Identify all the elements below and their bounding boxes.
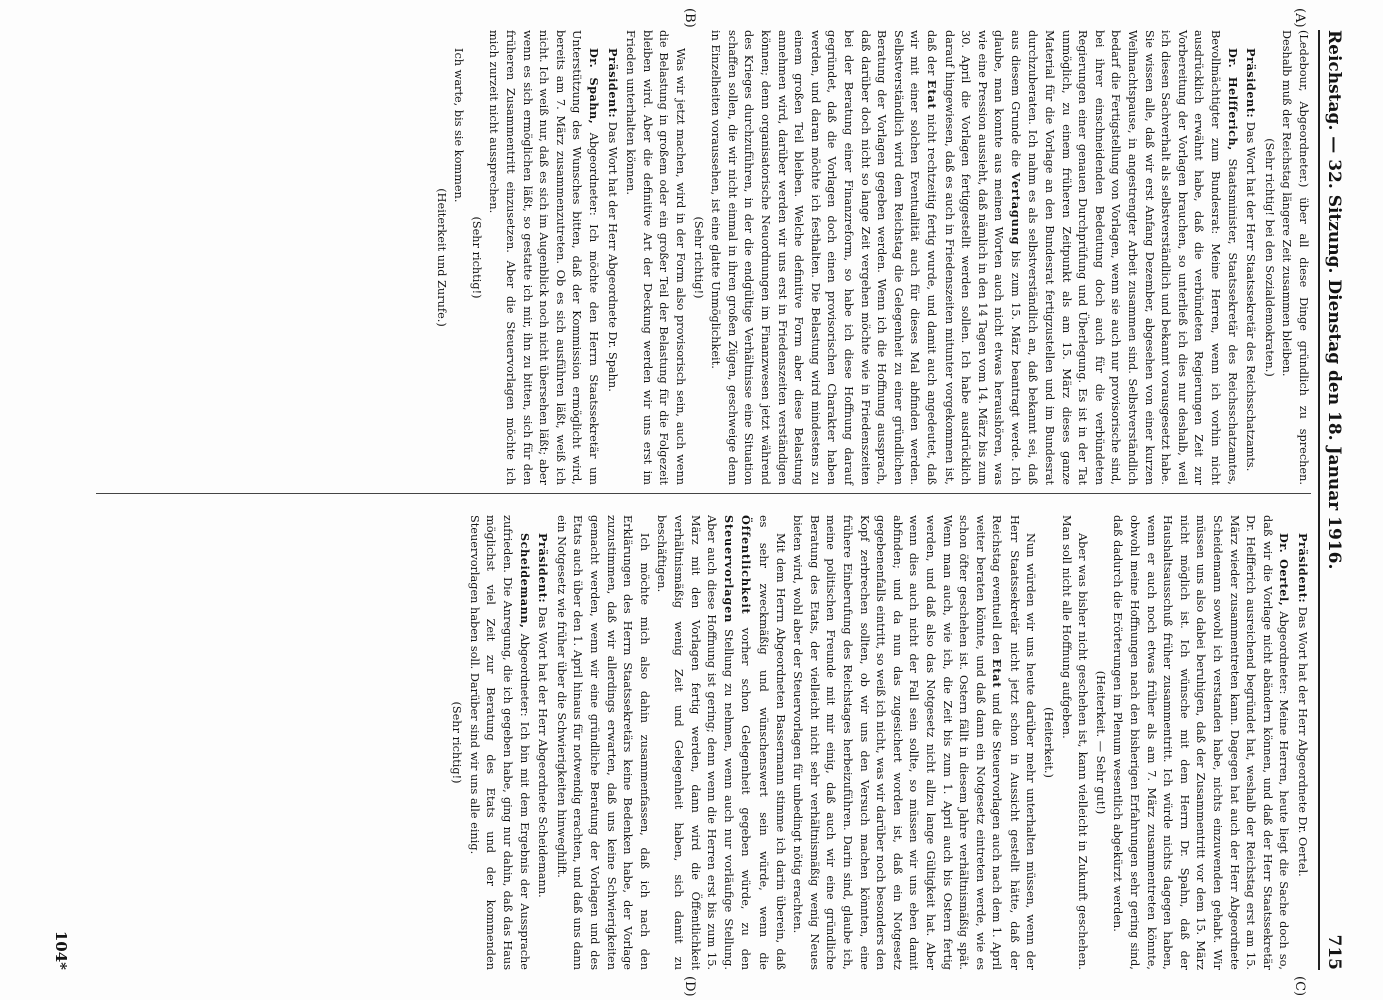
interjection: (Heiterkeit.) — [1042, 707, 1056, 778]
speaker-name: Präsident: — [1244, 48, 1259, 119]
right-column — [81, 515, 1311, 970]
paragraph: Präsident: Das Wort hat der Herr Abgeordnete Dr. Spahn. — [605, 48, 620, 392]
interjection: (Heiterkeit und Zurufe.) — [434, 188, 448, 327]
margin-marker-d: (D) — [682, 976, 697, 997]
left-column — [81, 30, 1311, 485]
interjection: (Sehr richtig!) — [450, 701, 464, 784]
paragraph: Dr. Helfferich, Staatsminister, Staatssekretär des Reichsschatzamtes, Bevollmächtigter zum Bundesrat: Meine Herren, wenn ich vorhin nicht ausdrücklich erwähnt habe, daß die verbündeten Regierungen Zeit zur Vorbereitung der Vorlagen brauchen, so unterließ ich dies nur deshalb, weil ich diesen Sachverhalt als selbstverständlich und bekannt vorausgesetzt habe. Sie wissen alle, daß wir erst Anfang Dezember, abgesehen von einer kurzen Weihnachtspause, in angestrengter Arbeit zusammen sind. Selbstverständlich bedarf die Fertigstellung von Vorlagen, wenn sie auch nur provisorische sind, bei ihrer einschneidenden Bedeutung doch auch für die verbündeten Regierungen einer genauen Durchprüfung und Überlegung. Es ist in der Tat unmöglich, zu einem früheren Zeitpunkt als am 15. März dieses ganze Material für die Vorlage an den Bundesrat fertigzustellen und im Bundesrat durchzuberaten. Ich nahm es als selbstverständlich an, daß bekannt sei, daß aus diesem Grunde die Vertagung bis zum 15. März beantragt werde. Ich glaube, man konnte aus meinen Worten auch nicht etwas heraushören, was wie eine Pression aussieht, daß nämlich in den 14 Tagen vom 14. März bis zum 30. April die Vorlagen fertiggestellt werden sollen. Ich habe ausdrücklich darauf hingewiesen, daß es auch in Friedenszeiten mitunter vorgekommen ist, daß der Etat nicht rechtzeitig fertig wurde, und damit auch angedeutet, daß wir mit einer solchen Eventualität auch für dieses Mal abfinden werden. Selbstverständlich wird dem Reichstag die Gelegenheit zu einer gründlichen Beratung der Vorlagen gegeben werden. Wenn ich die Hoffnung aussprach, daß darüber doch nicht so lange Zeit vergehen möchte wie in Friedenszeiten bei der Beratung einer Finanzreform, so habe ich diese Hoffnung darauf gegründet, daß die Vorlagen doch einen provisorischen Charakter haben werden, und daran möchte ich festhalten. Die Belastung wird mindestens zu einem großen Teil bleiben. Welche definitive Form aber diese Belastung annehmen wird, darüber werden wir uns erst in Friedenszeiten verständigen können; denn organisatorische Neuordnungen im Finanzwesen jetzt während des Krieges durchzuführen, in der die endgültige Verhältnisse eine Situation schaffen sollen, die wir nicht einmal in ihren großen Zügen, geschweige denn in Einzelheiten voraussehen, ist eine glatte Unmöglichkeit. — [709, 30, 1240, 486]
paragraph: Dr. Spahn, Abgeordneter: Ich möchte den Herrn Staatssekretär um Unterstützung des Wunsches bitten, daß der Kommission ermöglicht wird, bereits am 7. März zusammenzutreten. Ob es sich ausführen läßt, weiß ich nicht. Ich weiß nur, daß es sich im Augenblick noch nicht übersehen läßt; aber wenn es sich ermöglichen läßt, so gestatte ich mir, ihn zu bitten, sich für den früheren Zusammentritt einzusetzen. Aber die Steuervorlagen möchte ich mich zurzeit nicht aussprechen. — [487, 30, 602, 485]
paragraph: Mit dem Herrn Abgeordneten Bassermann stimme ich darin überein, daß es sehr zweckmäßig und wünschenswert sein würde, wenn die Öffentlichkeit vorher schon Gelegenheit gegeben würde, zu den Steuervorlagen Stellung zu nehmen, wenn auch nur vorläufige Stellung. Aber auch diese Hoffnung ist gering; denn wenn die Herren erst bis zum 15. März mit den Vorlagen fertig werden, dann wird die Öffentlichkeit verhältnismäßig wenig Zeit und Gelegenheit haben, sich damit zu beschäftigen. — [655, 515, 787, 970]
margin-marker-a: (A) — [1292, 8, 1307, 28]
header-session: Reichstag. — 32. Sitzung. Dienstag den 18. Januar 1916. — [1324, 30, 1344, 570]
speaker-name: Scheidemann, — [517, 533, 532, 629]
speaker-name: Dr. Helfferich, — [1225, 48, 1240, 151]
paragraph: Präsident: Das Wort hat der Herr Abgeordnete Scheidemann. — [536, 533, 551, 898]
paragraph: Ich möchte mich also dahin zusammenfassen, daß ich nach den Erklärungen des Herrn Staatssekretärs keine Bedenken habe, der Vorlage zuzustimmen, daß wir allerdings erwarten, daß uns keine Schwierigkeiten gemacht werden, wenn wir eine gründliche Beratung der Vorlagen und des Etats auch über den 1. April hinaus für notwendig erachten, und daß uns dann ein Notgesetz wie früher über die Schwierigkeiten hinweghilft. — [554, 515, 651, 970]
interjection: (Sehr richtig!) — [469, 216, 483, 299]
speaker-name: Präsident: — [536, 533, 551, 604]
page-number: 715 — [1324, 934, 1344, 970]
interjection: (Sehr richtig! bei den Sozialdemokraten.) — [1262, 138, 1276, 377]
signature-mark: 104* — [52, 930, 70, 970]
speaker-name: Dr. Spahn, — [587, 48, 602, 125]
paragraph: Scheidemann, Abgeordneter: Ich bin mit dem Ergebnis der Aussprache zufrieden. Die Anregung, die ich gegeben habe, ging nur dahin, daß das Haus möglichst viel Zeit zur Beratung des Etats und der kommenden Steuervorlagen haben soll. Darüber sind wir uns alle einig. — [467, 515, 532, 970]
interjection: (Sehr richtig!) — [691, 216, 705, 299]
page-header — [1318, 30, 1348, 970]
speaker-name: Präsident: — [1296, 533, 1310, 604]
speaker-name: Präsident: — [605, 48, 620, 119]
margin-marker-b: (B) — [682, 8, 697, 28]
interjection: (Heiterkeit. — Sehr gut!) — [1093, 670, 1107, 815]
paragraph: Präsident: Das Wort hat der Herr Abgeordnete Dr. Oertel. — [1296, 533, 1310, 877]
column-divider — [96, 493, 1311, 494]
paragraph: Was wir jetzt machen, wird in der Form also provisorisch sein, auch wenn die Belastung in großem oder ein großer Teil der Belastung für die Folgezeit bleiben wird. Aber die definitive Art der Deckung werden wir uns erst im Frieden unterhalten können. — [624, 30, 688, 485]
paragraph: Dr. Oertel, Abgeordneter: Meine Herren, heute liegt die Sache doch so, daß wir die Vorlage nicht abändern können, und daß der Herr Staatssekretär Dr. Helfferich ausreichend begründet hat, weshalb der Reichstag erst am 15. März wieder zusammentreten kann. Dagegen hat auch der Herr Abgeordnete Scheidemann sowohl ich verstanden habe, nichts einzuwenden gehabt. Wir müssen uns also dabei beruhigen, daß der Zusammentritt vor dem 15. März nicht möglich ist. Ich wünsche mit dem Herrn Dr. Spahn, daß der Haushaltsausschuß früher zusammentritt. Ich würde nichts dagegen haben, wenn er auch noch etwas früher als am 7. März zusammentreten könnte, obwohl meine Hoffnungen nach den bisherigen Erfahrungen sehr gering sind, daß dadurch die Erörterungen im Plenum wesentlich abgekürzt werden. — [1111, 515, 1292, 971]
paragraph: Präsident: Das Wort hat der Herr Staatssekretär des Reichsschatzamts. — [1244, 48, 1259, 472]
paragraph: (Ledebour, Abgeordneter.) über all diese Dinge gründlich zu sprechen. Deshalb muß der Reichstag längere Zeit zusammen bleiben. — [1280, 30, 1310, 485]
paragraph: Ich warte, bis sie kommen. — [452, 48, 466, 203]
paragraph: Nun würden wir uns heute darüber mehr unterhalten müssen, wenn der Herr Staatssekretär nicht jetzt schon in Aussicht gestellt hätte, daß der Reichstag eventuell den Etat und die Steuervorlagen auch nach dem 1. April weiter beraten könnte, und daß dann ein Notgesetz eintreten werde, wie es schon öfter geschehen ist. Ostern fällt in diesem Jahre verhältnismäßig spät. Wenn man auch, wie ich, die Zeit bis zum 1. April auch bis Ostern fertig werden, und daß also das Notgesetz nicht allzu lange Gültigkeit hat. Aber wenn dies auch nicht der Fall sein sollte, so müssen wir uns eben damit abfinden; und da nun das zugesichert worden ist, daß ein Notgesetz gegebenenfalls eintritt, so weiß ich nicht, was wir darüber noch besonders den Kopf zerbrechen sollten, ob wir uns den Versuch machen könnten, eine frühere Einberufung des Reichstages herbeizuführen. Darin sind, glaube ich, meine politischen Freunde mit mir einig, daß auch wir eine gründliche Beratung des Etats, der vielleicht nicht sehr verhältnismäßig wenig Neues bieten wird, wohl aber der Steuervorlagen für unbedingt nötig erachten. — [791, 515, 1038, 971]
margin-marker-c: (C) — [1292, 976, 1307, 997]
paragraph: Aber was bisher nicht geschehen ist, kann vielleicht in Zukunft geschehen. Man soll nicht alle Hoffnung aufgeben. — [1059, 515, 1090, 970]
speaker-name: Dr. Oertel, — [1277, 533, 1292, 607]
